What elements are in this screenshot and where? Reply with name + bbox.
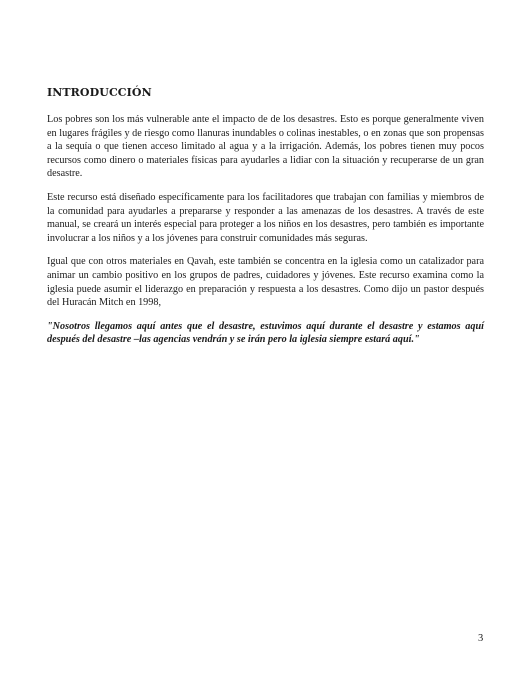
paragraph-3: Igual que con otros materiales en Qavah, este también se concentra en la iglesia como un catalizador para animar un cambio positivo en los grupos de padres, cuidadores y jóvenes. Este recurso examina como la iglesia puede asumir el liderazgo en preparación y respuesta a los desastres. Como dijo un pastor después del Huracán Mitch en 1998, xyxy=(47,256,484,309)
body-text xyxy=(47,113,484,347)
section-heading: INTRODUCCIÓN xyxy=(47,86,152,99)
page-number: 3 xyxy=(478,633,484,644)
paragraph-1: Los pobres son los más vulnerable ante el impacto de de los desastres. Esto es porque generalmente viven en lugares frágiles y de riesgo como llanuras inundables o colinas inestables, o en zonas que son propensas a la sequía o que tienen acceso limitado al agua y a la irrigación. Además, los pobres tienen muy pocos recursos como dinero o materiales físicas para ayudarles a lidiar con la situación y recuperarse de un gran desastre. xyxy=(47,114,484,180)
pastor-quote: "Nosotros llegamos aquí antes que el desastre, estuvimos aquí durante el desastre y estamos aquí después del desastre –las agencias vendrán y se irán pero la iglesia siempre estará aquí." xyxy=(47,320,484,346)
paragraph-2: Este recurso está diseñado específicamente para los facilitadores que trabajan con familias y miembros de la comunidad para ayudarles a prepararse y responder a las amenazas de los desastres. A través de este manual, se creará un interés especial para proteger a los niños en los desastres, pero también es importante involucrar a los niños y a los jóvenes para construir comunidades más seguras. xyxy=(47,191,484,244)
